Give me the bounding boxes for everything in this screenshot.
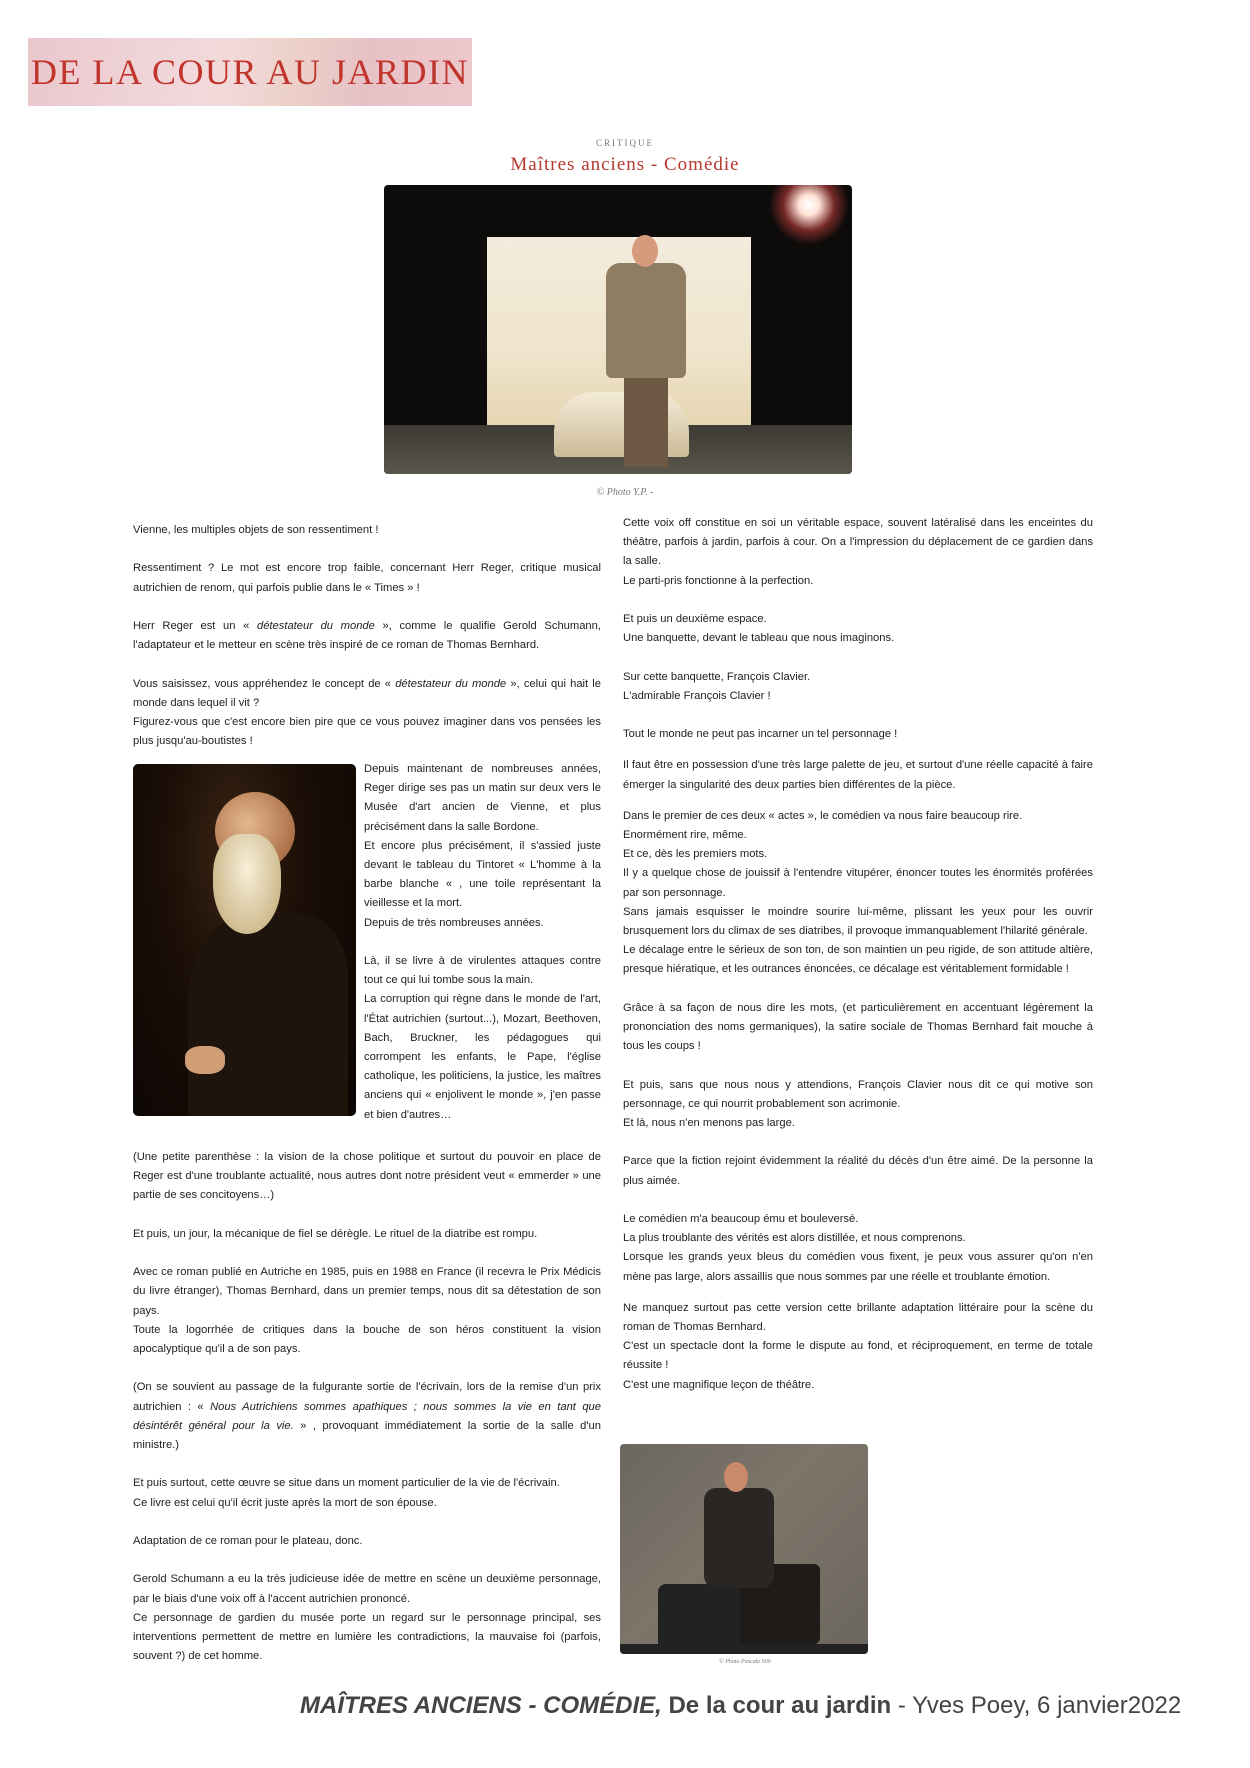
photo-credit-2: © Photo Pascale Stih <box>719 1659 771 1665</box>
paragraph: Et puis surtout, cette œuvre se situe dans un moment particulier de la vie de l'écrivain. Ce livre est celui qu'il écrit juste après la mort de son épouse. <box>133 1477 560 1509</box>
paragraph: Cette voix off constitue en soi un véritable espace, souvent latéralisé dans les enceintes du théâtre, parfois à jardin, parfois à cour. On a l'impression du déplacement de ce gardien dans la salle. Le parti-pris fonctionne à la perfection. <box>623 517 1093 587</box>
paragraph: Avec ce roman publié en Autriche en 1985, puis en 1988 en France (il recevra le Prix Médicis du livre étranger), Thomas Bernhard, dans un premier temps, nous dit sa détestation de son pays. Toute la logorrhée de critiques dans la bouche de son héros constituent la vision apocalyptique qu'il a de son pays. <box>133 1266 601 1356</box>
paragraph: Grâce à sa façon de nous dire les mots, (et particulièrement en accentuant légèrement la prononciation des noms germaniques), la satire sociale de Thomas Bernhard fait mouche à tous les coups ! <box>623 1001 1093 1053</box>
banner-text: DE LA COUR AU JARDIN <box>30 52 470 92</box>
paragraph: Parce que la fiction rejoint évidemment la réalité du décès d'un être aimé. De la personne la plus aimée. <box>623 1155 1093 1187</box>
footer-publication: De la cour au jardin <box>668 1692 892 1719</box>
photo-credit: © Photo Y.P. - <box>596 487 654 498</box>
site-banner-logo[interactable] <box>28 38 472 106</box>
paragraph: Adaptation de ce roman pour le plateau, donc. <box>133 1535 363 1548</box>
paragraph: Et puis un deuxième espace. Une banquette, devant le tableau que nous imaginons. <box>623 613 895 645</box>
paragraph: Là, il se livre à de virulentes attaques contre tout ce qui lui tombe sous la main. La corruption qui règne dans le monde de l'art, l'État autrichien (surtout...), Mozart, Beethoven, Bach, Bruckner, les pédagogues qui corrompent les enfants, le Pape, l'église catholique, les politiciens, la justice, les maîtres anciens qui « enjolivent le monde », j'en passe et bien d'autres… <box>364 955 601 1121</box>
paragraph: Tout le monde ne peut pas incarner un tel personnage ! <box>623 728 898 741</box>
paragraph: Il faut être en possession d'une très large palette de jeu, et surtout d'une réelle capacité à faire émerger la singularité des deux parties bien différentes de la pièce. <box>623 759 1093 791</box>
article-category: CRITIQUE <box>596 138 654 148</box>
tintoretto-painting-image <box>133 764 356 1116</box>
paragraph: Herr Reger est un « détestateur du monde », comme le qualifie Gerold Schumann, l'adaptateur et le metteur en scène très inspiré de ce roman de Thomas Bernhard. <box>133 619 601 652</box>
paragraph: Sur cette banquette, François Clavier. L'admirable François Clavier ! <box>623 670 811 702</box>
paragraph: Vous saisissez, vous appréhendez le concept de « détestateur du monde », celui qui hait le monde dans lequel il vit ? Figurez-vous que c'est encore bien pire que ce vous pouvez imaginer dans vos pensées les plus jusqu'au-boutistes ! <box>133 677 602 748</box>
paragraph: Depuis maintenant de nombreuses années, Reger dirige ses pas un matin sur deux vers le Musée d'art ancien de Vienne, et plus précisément dans la salle Bordone. Et encore plus précisément, il s'assied juste devant le tableau du Tintoret « L'homme à la barbe blanche « , une toile représentant la vieillesse et la mort. Depuis de très nombreuses années. <box>364 763 601 929</box>
article-column-right <box>623 514 1093 1414</box>
paragraph: Ne manquez surtout pas cette version cette brillante adaptation littéraire pour la scène du roman de Thomas Bernhard. C'est un spectacle dont la forme le dispute au fond, et réciproquement, en terme de totale réussite ! C'est une magnifique leçon de théâtre. <box>623 1301 1093 1391</box>
paragraph: Et puis, un jour, la mécanique de fiel se dérègle. Le rituel de la diatribe est rompu. <box>133 1227 538 1240</box>
stage-photo-standing-actor <box>384 185 852 474</box>
paragraph: Ressentiment ? Le mot est encore trop faible, concernant Herr Reger, critique musical autrichien de renom, qui parfois publie dans le « Times » ! <box>133 562 601 594</box>
article-title: Maîtres anciens - Comédie <box>510 154 740 175</box>
stage-photo-seated-actor <box>620 1444 868 1654</box>
paragraph: Dans le premier de ces deux « actes », le comédien va nous faire beaucoup rire. Enormément rire, même. Et ce, dès les premiers mots. Il y a quelque chose de jouissif à l'entendre vitupérer, énoncer toutes les énormités proférées par son personnage. Sans jamais esquisser le moindre sourire lui-même, plissant les yeux pour les ouvrir brusquement lors du climax de ses diatribes, il provoque immanquablement l'hilarité générale. Le décalage entre le sérieux de son ton, de son maintien un peu rigide, de son attitude altière, presque hiératique, et les outrances énoncées, ce décalage est véritablement formidable ! <box>623 809 1093 976</box>
citation-footer <box>300 1692 1182 1720</box>
paragraph: Gerold Schumann a eu la très judicieuse idée de mettre en scène un deuxième personnage, par le biais d'une voix off à l'accent autrichien prononcé. Ce personnage de gardien du musée porte un regard sur le personnage principal, ses interventions permettent de mettre en lumière les contradictions, la mauvaise foi (parfois, souvent ?) de cet homme. <box>133 1573 601 1663</box>
paragraph: Et puis, sans que nous nous y attendions, François Clavier nous dit ce qui motive son personnage, ce qui nourrit probablement son acrimonie. Et là, nous n'en menons pas large. <box>623 1078 1093 1130</box>
paragraph: (Une petite parenthèse : la vision de la chose politique et surtout du pouvoir en place de Reger est d'une troublante actualité, nous autres dont notre président veut « emmerder » une partie de ses concitoyens…) <box>133 1151 601 1202</box>
article-column-left <box>133 521 601 751</box>
footer-article-title: MAÎTRES ANCIENS - COMÉDIE, <box>300 1692 662 1719</box>
paragraph: Le comédien m'a beaucoup ému et bouleversé. La plus troublante des vérités est alors distillée, et nous comprenons. Lorsque les grands yeux bleus du comédien vous fixent, je peux vous assurer qu'on n'en mène pas large, alors assaillis que nous sommes par une réelle et troublante émotion. <box>623 1213 1093 1283</box>
paragraph: (On se souvient au passage de la fulgurante sortie de l'écrivain, lors de la remise d'un prix autrichien : « Nous Autrichiens sommes apathiques ; nous sommes la vie en tant que désintérêt général pour la vie. » , provoquant immédiatement la sortie de la salle d'un ministre.) <box>133 1381 601 1452</box>
footer-byline: - Yves Poey, 6 janvier2022 <box>891 1692 1182 1719</box>
article-wrap-block <box>133 760 601 1686</box>
paragraph: Vienne, les multiples objets de son ressentiment ! <box>133 524 379 536</box>
